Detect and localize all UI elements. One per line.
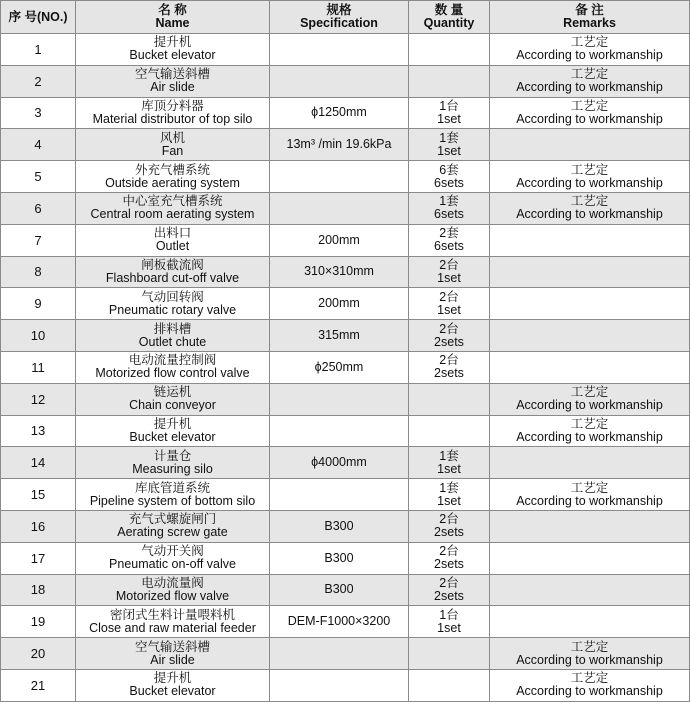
name-cell xyxy=(76,383,270,415)
remarks-en: According to workmanship xyxy=(516,80,663,95)
qty-cn: 2台 xyxy=(439,289,459,304)
remarks-cn: 工艺定 xyxy=(570,162,609,177)
header-row xyxy=(1,1,690,34)
name-cn: 排料槽 xyxy=(153,321,192,336)
name-cell xyxy=(76,542,270,574)
name-cn: 空气输送斜槽 xyxy=(134,639,210,654)
name-cn: 充气式螺旋闸门 xyxy=(128,512,217,527)
name-en: Pneumatic on-off valve xyxy=(109,557,236,572)
row-number: 4 xyxy=(1,129,76,161)
remarks-cn: 工艺定 xyxy=(570,194,609,209)
table-row xyxy=(1,161,690,193)
header-spec xyxy=(270,1,409,34)
remarks-cell xyxy=(490,129,690,161)
qty-cn: 1套 xyxy=(439,480,459,495)
qty-cell xyxy=(409,97,490,129)
name-cell xyxy=(76,129,270,161)
qty-cell xyxy=(409,415,490,447)
name-en: Air slide xyxy=(150,80,195,95)
qty-en: 6sets xyxy=(434,175,464,190)
name-cn: 出料口 xyxy=(153,226,192,241)
remarks-cell xyxy=(490,34,690,66)
qty-en: 1set xyxy=(437,620,461,635)
qty-cell xyxy=(409,65,490,97)
header-name-en: Name xyxy=(155,16,190,30)
remarks-cn: 工艺定 xyxy=(570,480,609,495)
table-row xyxy=(1,574,690,606)
name-en: Outlet chute xyxy=(138,334,207,349)
remarks-en: According to workmanship xyxy=(516,175,663,190)
qty-cn: 2台 xyxy=(439,512,459,527)
spec-cell xyxy=(270,161,409,193)
header-spec-en: Specification xyxy=(300,16,378,30)
name-cn: 密闭式生料计量喂料机 xyxy=(109,607,235,622)
qty-cell xyxy=(409,479,490,511)
qty-cn: 6套 xyxy=(439,162,459,177)
qty-cell xyxy=(409,256,490,288)
remarks-en: According to workmanship xyxy=(516,493,663,508)
remarks-cell xyxy=(490,383,690,415)
table-row xyxy=(1,415,690,447)
name-cell xyxy=(76,320,270,352)
row-number: 13 xyxy=(1,415,76,447)
spec-cell xyxy=(270,34,409,66)
qty-cell xyxy=(409,34,490,66)
name-en: Motorized flow control valve xyxy=(95,366,250,381)
remarks-cell xyxy=(490,415,690,447)
spec-cell: B300 xyxy=(270,542,409,574)
row-number: 2 xyxy=(1,65,76,97)
qty-cell xyxy=(409,606,490,638)
table-row xyxy=(1,638,690,670)
qty-cell xyxy=(409,447,490,479)
remarks-cell xyxy=(490,192,690,224)
qty-cell xyxy=(409,192,490,224)
table-row xyxy=(1,288,690,320)
name-en: Flashboard cut-off valve xyxy=(105,270,240,285)
name-cell xyxy=(76,510,270,542)
name-cn: 气动回转阀 xyxy=(141,289,204,304)
remarks-cn: 工艺定 xyxy=(570,385,609,400)
qty-cn: 1套 xyxy=(439,194,459,209)
row-number: 5 xyxy=(1,161,76,193)
remarks-cell xyxy=(490,574,690,606)
header-remarks xyxy=(490,1,690,34)
table-row xyxy=(1,34,690,66)
table-row xyxy=(1,383,690,415)
name-en: Air slide xyxy=(150,652,195,667)
spec-cell: ϕ4000mm xyxy=(270,447,409,479)
qty-cell xyxy=(409,351,490,383)
remarks-en: According to workmanship xyxy=(516,48,663,63)
table-row xyxy=(1,320,690,352)
table-row xyxy=(1,256,690,288)
row-number: 16 xyxy=(1,510,76,542)
row-number: 17 xyxy=(1,542,76,574)
remarks-cell xyxy=(490,97,690,129)
qty-cn: 2台 xyxy=(439,544,459,559)
spec-cell: 315mm xyxy=(270,320,409,352)
name-cell xyxy=(76,288,270,320)
name-en: Motorized flow valve xyxy=(115,588,230,603)
header-remarks-cn: 备 注 xyxy=(575,3,604,17)
row-number: 1 xyxy=(1,34,76,66)
name-cn: 中心室充气槽系统 xyxy=(122,194,223,209)
remarks-en: According to workmanship xyxy=(516,429,663,444)
name-cell xyxy=(76,97,270,129)
name-cn: 风机 xyxy=(159,130,185,145)
qty-en: 6sets xyxy=(434,207,464,222)
remarks-cell xyxy=(490,669,690,701)
name-en: Chain conveyor xyxy=(129,398,216,413)
name-cell xyxy=(76,574,270,606)
qty-cell xyxy=(409,669,490,701)
qty-en: 2sets xyxy=(434,334,464,349)
qty-cn: 2台 xyxy=(439,353,459,368)
remarks-en: According to workmanship xyxy=(516,652,663,667)
qty-cn: 1台 xyxy=(439,607,459,622)
spec-cell xyxy=(270,669,409,701)
row-number: 9 xyxy=(1,288,76,320)
name-cell xyxy=(76,669,270,701)
name-cn: 电动流量控制阀 xyxy=(128,353,217,368)
table-row xyxy=(1,542,690,574)
spec-cell: 200mm xyxy=(270,288,409,320)
name-cell xyxy=(76,415,270,447)
remarks-en: According to workmanship xyxy=(516,684,663,699)
row-number: 21 xyxy=(1,669,76,701)
table-row xyxy=(1,97,690,129)
table-row xyxy=(1,479,690,511)
name-cell xyxy=(76,65,270,97)
qty-cn: 1台 xyxy=(439,98,459,113)
name-cell xyxy=(76,161,270,193)
name-en: Bucket elevator xyxy=(129,429,216,444)
name-cell xyxy=(76,479,270,511)
qty-en: 2sets xyxy=(434,588,464,603)
name-cell xyxy=(76,192,270,224)
qty-en: 1set xyxy=(437,302,461,317)
name-en: Pipeline system of bottom silo xyxy=(89,493,256,508)
qty-cn: 2台 xyxy=(439,575,459,590)
remarks-cell xyxy=(490,510,690,542)
qty-cell xyxy=(409,129,490,161)
remarks-en: According to workmanship xyxy=(516,111,663,126)
name-en: Bucket elevator xyxy=(129,684,216,699)
table-row xyxy=(1,224,690,256)
remarks-en: According to workmanship xyxy=(516,207,663,222)
qty-en: 1set xyxy=(437,461,461,476)
row-number: 15 xyxy=(1,479,76,511)
remarks-cell xyxy=(490,479,690,511)
remarks-cell xyxy=(490,288,690,320)
remarks-cn: 工艺定 xyxy=(570,67,609,82)
remarks-cn: 工艺定 xyxy=(570,639,609,654)
qty-cell xyxy=(409,161,490,193)
remarks-cell xyxy=(490,320,690,352)
name-cell xyxy=(76,224,270,256)
row-number: 18 xyxy=(1,574,76,606)
name-cn: 提升机 xyxy=(153,671,192,686)
row-number: 6 xyxy=(1,192,76,224)
qty-en: 2sets xyxy=(434,557,464,572)
header-spec-cn: 规格 xyxy=(326,3,352,17)
name-en: Close and raw material feeder xyxy=(89,620,256,635)
row-number: 12 xyxy=(1,383,76,415)
spec-cell: ϕ250mm xyxy=(270,351,409,383)
row-number: 20 xyxy=(1,638,76,670)
qty-cell xyxy=(409,383,490,415)
table-row xyxy=(1,447,690,479)
name-cell xyxy=(76,256,270,288)
name-cn: 提升机 xyxy=(153,416,192,431)
header-name-cn: 名 称 xyxy=(158,3,187,17)
name-en: Fan xyxy=(161,143,184,158)
remarks-cell xyxy=(490,65,690,97)
table-row xyxy=(1,606,690,638)
remarks-cell xyxy=(490,606,690,638)
name-en: Pneumatic rotary valve xyxy=(108,302,237,317)
qty-en: 1set xyxy=(437,111,461,126)
qty-en: 1set xyxy=(437,270,461,285)
spec-cell: 13m³ /min 19.6kPa xyxy=(270,129,409,161)
remarks-cell xyxy=(490,542,690,574)
remarks-cell xyxy=(490,256,690,288)
header-qty-cn: 数 量 xyxy=(434,3,464,17)
name-cn: 空气输送斜槽 xyxy=(134,67,210,82)
qty-cell xyxy=(409,542,490,574)
row-number: 8 xyxy=(1,256,76,288)
spec-cell xyxy=(270,65,409,97)
name-cell xyxy=(76,606,270,638)
name-en: Bucket elevator xyxy=(129,48,216,63)
row-number: 3 xyxy=(1,97,76,129)
name-cn: 计量仓 xyxy=(153,448,192,463)
table-body xyxy=(1,34,690,702)
row-number: 7 xyxy=(1,224,76,256)
qty-en: 1set xyxy=(437,493,461,508)
remarks-cell xyxy=(490,638,690,670)
name-cn: 电动流量阀 xyxy=(141,575,204,590)
remarks-en: According to workmanship xyxy=(516,398,663,413)
header-qty xyxy=(409,1,490,34)
qty-en: 2sets xyxy=(434,525,464,540)
name-en: Central room aerating system xyxy=(90,207,255,222)
name-cn: 外充气槽系统 xyxy=(134,162,210,177)
qty-cell xyxy=(409,510,490,542)
remarks-cell xyxy=(490,224,690,256)
qty-cn: 1套 xyxy=(439,130,459,145)
spec-cell xyxy=(270,638,409,670)
qty-cell xyxy=(409,574,490,606)
remarks-cell xyxy=(490,161,690,193)
row-number: 10 xyxy=(1,320,76,352)
name-en: Outlet xyxy=(155,239,190,254)
name-cell xyxy=(76,638,270,670)
qty-cell xyxy=(409,288,490,320)
spec-cell xyxy=(270,192,409,224)
name-cn: 库底管道系统 xyxy=(134,480,210,495)
name-cn: 库顶分料器 xyxy=(141,98,204,113)
remarks-cn: 工艺定 xyxy=(570,416,609,431)
spec-cell: 200mm xyxy=(270,224,409,256)
name-en: Material distributor of top silo xyxy=(92,111,253,126)
row-number: 14 xyxy=(1,447,76,479)
table-row xyxy=(1,351,690,383)
qty-cell xyxy=(409,638,490,670)
name-cell xyxy=(76,447,270,479)
remarks-cn: 工艺定 xyxy=(570,671,609,686)
name-en: Aerating screw gate xyxy=(117,525,228,540)
spec-cell xyxy=(270,383,409,415)
name-cn: 链运机 xyxy=(153,385,192,400)
remarks-cn: 工艺定 xyxy=(570,35,609,50)
table-row xyxy=(1,669,690,701)
header-name xyxy=(76,1,270,34)
qty-cell xyxy=(409,320,490,352)
header-qty-en: Quantity xyxy=(423,16,475,30)
name-cn: 提升机 xyxy=(153,35,192,50)
remarks-cell xyxy=(490,351,690,383)
qty-en: 1set xyxy=(437,143,461,158)
header-no: 序 号(NO.) xyxy=(1,1,76,34)
spec-cell: ϕ1250mm xyxy=(270,97,409,129)
row-number: 11 xyxy=(1,351,76,383)
header-remarks-en: Remarks xyxy=(563,16,616,30)
spec-cell: DEM-F1000×3200 xyxy=(270,606,409,638)
spec-cell: B300 xyxy=(270,510,409,542)
name-cell xyxy=(76,351,270,383)
qty-en: 2sets xyxy=(434,366,464,381)
qty-cn: 2台 xyxy=(439,257,459,272)
name-cell xyxy=(76,34,270,66)
qty-en: 6sets xyxy=(434,239,464,254)
name-cn: 气动开关阀 xyxy=(141,544,204,559)
spec-cell: B300 xyxy=(270,574,409,606)
table-row xyxy=(1,192,690,224)
qty-cell xyxy=(409,224,490,256)
name-en: Outside aerating system xyxy=(105,175,240,190)
table-row xyxy=(1,510,690,542)
row-number: 19 xyxy=(1,606,76,638)
remarks-cell xyxy=(490,447,690,479)
qty-cn: 2套 xyxy=(439,226,459,241)
qty-cn: 2台 xyxy=(439,321,459,336)
qty-cn: 1套 xyxy=(439,448,459,463)
table-row xyxy=(1,129,690,161)
name-en: Measuring silo xyxy=(132,461,213,476)
remarks-cn: 工艺定 xyxy=(570,98,609,113)
spec-cell xyxy=(270,415,409,447)
name-cn: 闸板截流阀 xyxy=(141,257,204,272)
table-header xyxy=(1,1,690,34)
spec-cell: 310×310mm xyxy=(270,256,409,288)
table-row xyxy=(1,65,690,97)
spec-cell xyxy=(270,479,409,511)
